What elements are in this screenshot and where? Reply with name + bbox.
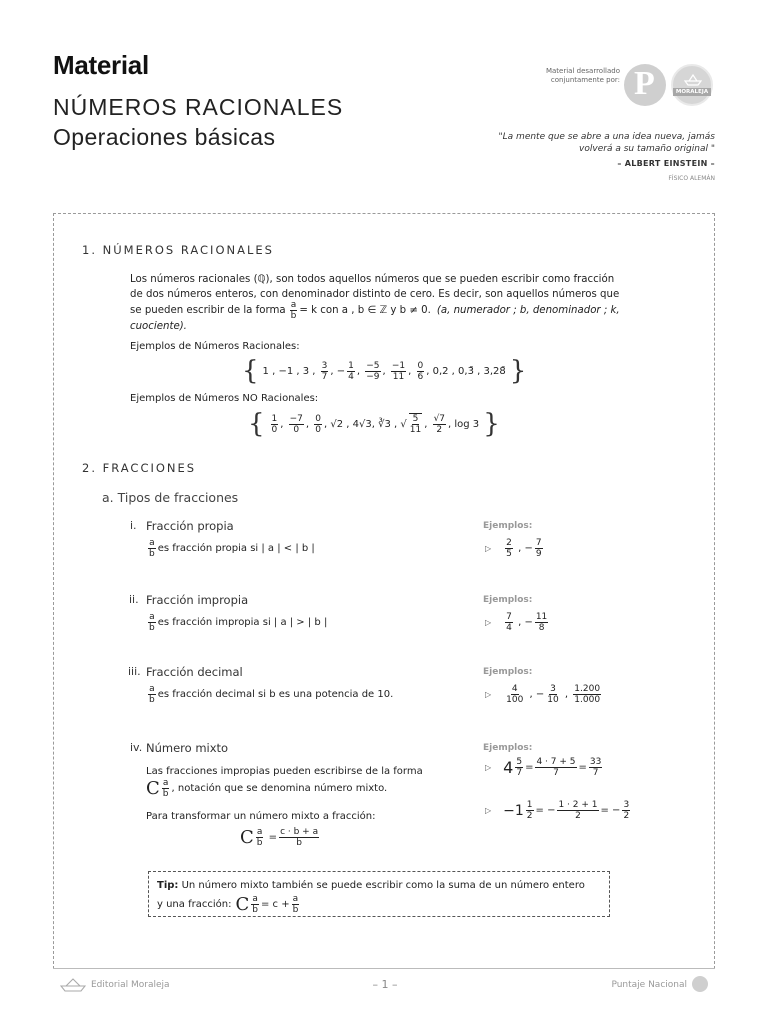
moraleja-logo-label: MORALEJA [673,88,711,96]
right-brace: } [483,409,500,439]
example-fraction [573,684,601,705]
comma: , [514,617,525,628]
tip-line-1: Un número mixto también se puede escribir como la suma de un número entero [178,880,585,891]
root-over-two [433,414,446,435]
ab-fraction [162,778,170,799]
credit-line-1: Material desarrollado [545,67,620,75]
document-title: NÚMEROS RACIONALES [53,94,344,120]
rational-decimals: 0,2 , 0,3̄ , 3,28̄ [432,365,506,377]
comma: , [561,689,572,700]
rational-value: −1 , [278,365,303,377]
comma: , [356,365,364,377]
tip-label: Tip: [157,880,179,891]
sign: − [535,689,545,700]
fraction-denominator: b [149,549,155,559]
fraction-numerator: 4 · 7 + 5 [536,757,576,767]
nonrational-fraction [314,414,322,435]
bullet-icon: ▷ [485,618,492,627]
item-numeral: i. [130,519,137,532]
mixed-whole: −1 [503,802,524,819]
equals: = − [600,805,621,816]
fraction-numerator: −1 [391,360,406,371]
fraction-numerator: −5 [366,360,380,371]
fraction-numerator: 7 [535,538,542,548]
bullet-icon: ▷ [485,806,492,815]
fraction-denominator: 5 [506,549,512,559]
root-sign: √ [400,418,407,430]
left-brace: { [242,356,259,386]
item-numeral: iv. [130,741,143,754]
fraction-denominator: 7 [592,768,599,778]
rational-examples-set [238,355,530,387]
equals: = [578,762,587,773]
fraction-denominator: 8 [538,623,545,633]
definition-text: es fracción propia si | a | < | b | [157,543,315,554]
fraction-denominator: 2 [526,811,533,821]
fraction-numerator: 11 [535,612,548,622]
mixed-symbol: C [240,827,254,848]
para-line-3 [130,302,660,319]
fraction-numerator: a [149,684,155,694]
quote-role: FÍSICO ALEMÁN [668,175,715,182]
fraction-denominator: 11 [409,425,422,435]
rational-value: 1 , [262,365,279,377]
page-number: – 1 – [372,978,398,991]
right-brace: } [509,356,527,386]
document-subtitle: Operaciones básicas [53,124,276,150]
comma: , [280,418,287,430]
fraction-denominator: 9 [535,549,542,559]
mixed-frac [515,757,523,778]
nonrational-examples-set [244,408,504,440]
fraction-denominator: 2 [436,424,443,435]
credit-line-2: conjuntamente por: [550,76,620,84]
bullet-icon: ▷ [485,690,492,699]
ab-fraction [256,827,264,848]
example-fraction [505,684,524,705]
item-title: Fracción propia [146,519,234,533]
example-fraction [535,538,543,559]
nonrational-fraction [289,414,304,435]
quote-author: – ALBERT EINSTEIN – [617,159,715,168]
para-line-1: Los números racionales (ℚ), son todos aquellos números que se pueden escribir como fracción [130,274,615,285]
fraction-denominator: −9 [366,371,380,382]
example-fraction [535,612,548,633]
fraction-denominator: 7 [321,371,328,382]
item-title: Fracción impropia [146,593,249,607]
fraction-denominator: b [296,838,302,848]
fraction-denominator: 0 [271,424,278,435]
item-examples [485,612,550,633]
fraction-numerator: a [149,538,155,548]
credit-text [540,67,620,85]
mixed-result [622,800,630,821]
tip-mixed-symbol: C [235,894,250,915]
comma: , [305,418,313,430]
fraction-denominator: 0 [293,424,300,435]
fraction-numerator: 5 [412,414,419,424]
ship-icon [60,978,86,992]
fraction-numerator: a [149,612,155,622]
mixed-example-2 [485,800,632,821]
comma: , [382,365,389,377]
fraction-numerator: a [162,778,169,788]
puntaje-logo-icon: P [624,64,666,106]
mixed-mid [535,757,576,778]
rational-examples-label: Ejemplos de Números Racionales: [130,341,300,352]
tip-fraction-1: $\frac{a}{b}$ [252,894,258,915]
fraction-denominator: 7 [553,768,559,778]
fraction-denominator: b [149,623,155,633]
fraction-denominator: 4 [506,623,512,633]
mixed-mid [557,800,598,821]
ab-fraction [148,612,156,633]
fraction-denominator: b [162,789,169,799]
mixed-whole: 4 [503,758,514,777]
fraction-numerator: 3 [321,360,328,371]
equals: = [265,832,278,843]
document-label: Material [53,50,149,80]
definition-text: es fracción impropia si | a | > | b | [157,617,328,628]
examples-header: Ejemplos: [483,667,533,677]
mixed-desc-2 [146,778,387,799]
fraction-numerator: 1 [348,360,354,371]
rational-fraction [417,361,425,382]
ab-fraction [148,684,156,705]
comma: , [330,365,337,377]
tip-line-2 [157,894,601,915]
mixed-desc-3: Para transformar un número mixto a fracción: [146,811,376,822]
fraction-denominator: 11 [392,371,405,382]
fraction-numerator: 5 [516,757,523,767]
formula-fraction [279,827,319,848]
tip-box [148,871,610,917]
para-line-3a: se pueden escribir de la forma [130,305,286,316]
comma: , [514,543,525,554]
fraction-numerator: 3 [623,800,630,810]
item-definition [146,612,327,633]
quote-line-2: volverá a su tamaño original " [579,144,715,154]
moraleja-logo-icon [671,64,713,106]
equals: = [525,762,534,773]
fraction-numerator: 3 [550,684,556,694]
mixed-desc-text: , notación que se denomina número mixto. [171,783,388,794]
fraction-numerator: 4 [511,684,518,694]
para-line-2: de dos números enteros, con denominador distinto de cero. Es decir, son aquellos números que [130,289,620,300]
item-numeral: iii. [128,665,141,678]
fraction-numerator: 1 · 2 + 1 [558,800,598,810]
fraction-denominator: 4 [348,371,354,382]
fraction-numerator: 0 [315,413,322,424]
form-fraction: $\frac{a}{b}$ [290,300,297,321]
ab-fraction [148,538,156,559]
mixed-formula [240,827,321,848]
section-2-heading: 2. FRACCIONES [82,461,197,475]
para-line-4: cuociente). [130,321,187,332]
fraction-denominator: 1.000 [574,695,601,705]
section-1-paragraph [130,272,660,334]
fraction-denominator: 6 [417,371,424,382]
example-fraction [546,684,559,705]
nonrational-roots: √2 , 4√3, ∛3 , [330,418,401,430]
fraction-numerator: 0 [417,360,424,371]
fraction-numerator: 1 [526,800,533,810]
item-definition [146,684,393,705]
subsection-a-heading: a. Tipos de fracciones [102,490,239,505]
bullet-icon: ▷ [485,544,492,553]
example-fraction [505,538,513,559]
fraction-denominator: b [149,695,155,705]
item-title: Fracción decimal [146,665,243,679]
fraction-numerator: 2 [506,538,512,548]
quote-line-1: "La mente que se abre a una idea nueva, jamás [498,132,715,142]
fraction-numerator: 33 [589,757,602,767]
rational-value: 3 , [302,365,319,377]
sign: − [336,365,346,377]
comma: , [324,418,331,430]
item-title: Número mixto [146,741,229,755]
fraction-denominator: 10 [547,695,559,705]
definition-text: es fracción decimal si b es una potencia de 10. [157,689,394,700]
fraction-numerator: a [256,827,263,837]
fraction-denominator: b [256,838,263,848]
fraction-numerator: 1.200 [574,684,601,694]
rational-fraction [365,361,380,382]
fraction-denominator: 0 [315,424,322,435]
rational-fraction [347,361,355,382]
nonrational-log: , log 3 [448,418,480,430]
section-1-heading: 1. NÚMEROS RACIONALES [82,243,274,257]
item-examples [485,684,603,705]
fraction-denominator: 2 [575,811,581,821]
puntaje-footer-icon [692,976,708,992]
equals: = − [535,805,556,816]
item-numeral: ii. [129,593,139,606]
quote-text [440,131,715,155]
tip-fraction-2: $\frac{a}{b}$ [292,894,299,915]
mixed-result [589,757,602,778]
comma: , [424,418,431,430]
bullet-icon: ▷ [485,763,492,772]
fraction-numerator: 7 [506,612,512,622]
mixed-example-1 [485,757,604,778]
para-line-3c: (a, numerador ; b, denominador ; k, [436,305,620,316]
example-fraction [505,612,513,633]
nonrational-examples-label: Ejemplos de Números NO Racionales: [130,393,319,404]
tip-equals: = c + [260,899,290,910]
rational-fraction [321,361,329,382]
fraction-denominator: 2 [623,811,630,821]
fraction-numerator: −7 [289,413,303,424]
nonrational-fraction [271,414,279,435]
examples-header: Ejemplos: [483,595,533,605]
comma: , [408,365,415,377]
footer-publisher: Editorial Moraleja [91,980,170,990]
sign: − [524,617,533,628]
fraction-numerator: 1 [271,413,278,424]
examples-header: Ejemplos: [483,521,533,531]
footer-brand: Puntaje Nacional [611,980,687,990]
examples-header: Ejemplos: [483,743,533,753]
mixed-frac [526,800,534,821]
left-brace: { [248,409,265,439]
fraction-denominator: 100 [506,695,524,705]
root-fraction [409,413,422,435]
item-examples [485,538,545,559]
tip-line-2-text: y una fracción: [157,899,232,910]
fraction-numerator: √7 [433,413,446,424]
item-definition [146,538,315,559]
fraction-denominator: 7 [516,768,523,778]
rational-fraction [391,361,406,382]
fraction-numerator: c · b + a [280,827,319,837]
comma: , [526,689,536,700]
mixed-symbol: C [146,778,160,799]
footer-divider [53,968,715,969]
comma: , [426,365,433,377]
sign: − [524,543,533,554]
para-line-3b: = k con a , b ∈ ℤ y b ≠ 0. [299,305,431,316]
mixed-desc-1: Las fracciones impropias pueden escribirse de la forma [146,766,423,777]
